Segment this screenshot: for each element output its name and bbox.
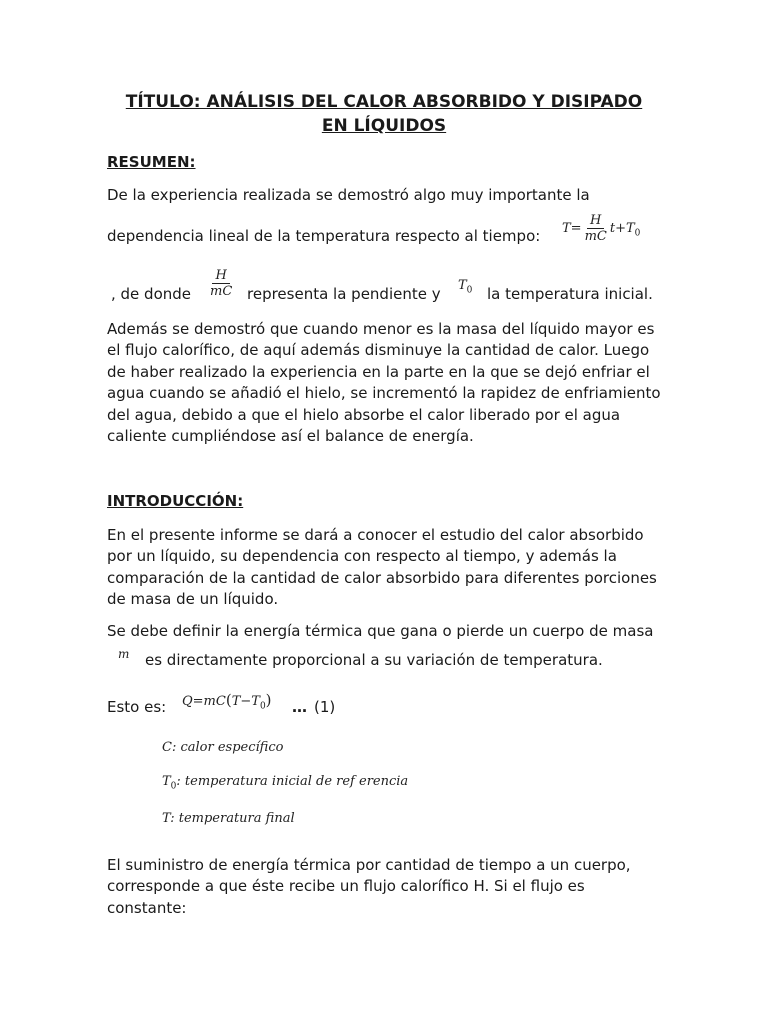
introduccion-paragraph-1: En el presente informe se dará a conocer el estudio del calor absorbido por un líquido, su dependencia con respecto al tiempo, y además la comparación de la cantidad de calor absorbido para diferentes porciones de masa de un líquido. [107, 526, 657, 609]
linear-formula [562, 213, 640, 244]
formula-fraction [582, 213, 610, 244]
eq1-T0: T [251, 694, 260, 709]
eq1-paren-open: ( [225, 691, 232, 709]
t0-sub: 0 [466, 285, 473, 296]
slope-numerator: H [212, 268, 229, 284]
def-T-text: : temperatura final [170, 811, 295, 826]
definition-T [162, 811, 295, 826]
proportional-line: es directamente proporcional a su variación de temperatura. [145, 651, 603, 669]
esto-es-label: Esto es: [107, 698, 167, 716]
def-T0-text: : temperatura inicial de ref erencia [176, 774, 409, 789]
formula-plus: + [615, 221, 626, 236]
resumen-line-2: dependencia lineal de la temperatura respecto al tiempo: [107, 227, 541, 245]
formula-equals: = [570, 221, 582, 236]
mass-symbol: m [118, 647, 130, 661]
introduccion-paragraph-last: El suministro de energía térmica por cantidad de tiempo a un cuerpo, corresponde a que éste recibe un flujo calorífico H. Si el flujo es constante: [107, 856, 631, 917]
def-C-text: : calor específico [171, 740, 284, 755]
introduccion-heading: INTRODUCCIÓN: [107, 492, 244, 510]
eq1-T0-sub: 0 [259, 701, 266, 712]
resumen-line-3a: , de donde [111, 285, 192, 303]
formula-denominator: mC [584, 229, 607, 244]
eq1-minus: − [240, 694, 252, 709]
eq1-T: T [231, 694, 241, 709]
slope-denominator: mC [210, 284, 233, 299]
resumen-paragraph-2: Además se demostró que cuando menor es la masa del líquido mayor es el flujo calorífico, de aquí además disminuye la cantidad de calor. Luego de haber realizado la experiencia en la parte en la que se dejó enfriar el agua cuando se añadió el hielo, se incrementó la rapidez de enfriamiento del agua, debido a que el hielo absorbe el calor liberado por el agua caliente cumpliéndose así el balance de energía. [107, 320, 661, 446]
formula-numerator: H [587, 213, 604, 229]
title-line-1: TÍTULO: ANÁLISIS DEL CALOR ABSORBIDO Y DISIPADO [125, 92, 643, 112]
definition-line: Se debe definir la energía térmica que gana o pierde un cuerpo de masa [107, 622, 654, 640]
def-T-symbol: T [162, 811, 171, 826]
definition-T0 [162, 774, 408, 792]
resumen-line-1: De la experiencia realizada se demostró algo muy importante la [107, 186, 590, 204]
resumen-heading: RESUMEN: [107, 153, 196, 171]
equation-1 [182, 691, 272, 712]
equation-ellipsis: … [292, 698, 307, 716]
definition-C [162, 740, 283, 755]
def-T0-sub: 0 [170, 781, 177, 792]
def-T0-symbol: T [162, 774, 171, 789]
formula-t: t [609, 221, 616, 236]
eq1-lhs: Q=mC [182, 694, 226, 709]
resumen-line-3b: representa la pendiente y [247, 285, 441, 303]
title-line-2: EN LÍQUIDOS [321, 116, 447, 136]
formula-T0: T [626, 221, 635, 236]
def-C-symbol: C [162, 740, 172, 755]
t0-T: T [458, 278, 467, 293]
formula-T: T [562, 221, 571, 236]
document-title [100, 90, 668, 138]
resumen-line-3c: la temperatura inicial. [487, 285, 653, 303]
t0-symbol [458, 278, 472, 296]
formula-T0-sub: 0 [634, 228, 641, 239]
equation-number: (1) [314, 698, 336, 716]
slope-fraction [207, 268, 235, 299]
eq1-paren-close: ) [265, 691, 272, 709]
